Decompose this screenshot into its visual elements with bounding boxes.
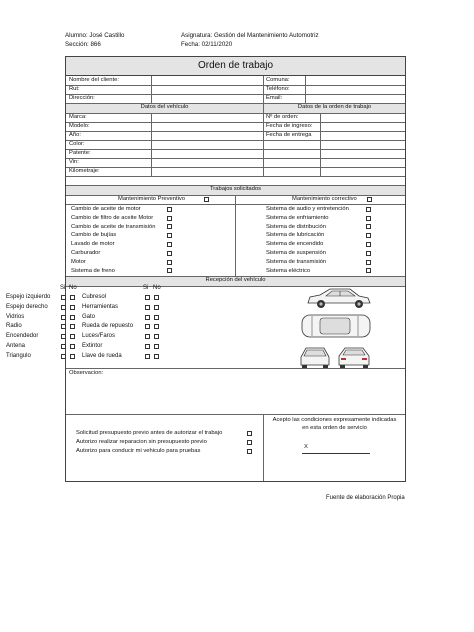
corrective-item-checkbox[interactable] xyxy=(366,242,371,247)
reception-si-checkbox[interactable] xyxy=(61,324,66,329)
reception-si-checkbox[interactable] xyxy=(145,344,150,349)
no-header-left: No xyxy=(69,285,77,291)
client-comuna-label: Comuna: xyxy=(266,77,290,83)
reception-item-mid: Llave de rueda xyxy=(82,352,122,359)
reception-item-left: Antena xyxy=(6,343,26,349)
preventive-item-checkbox[interactable] xyxy=(167,268,172,273)
authorization-3-checkbox[interactable] xyxy=(247,449,252,454)
reception-item-left: Vidrios xyxy=(6,313,25,320)
form-title: Orden de trabajo xyxy=(66,57,405,76)
vehicle-brand-label: Marca: xyxy=(69,114,87,120)
client-name-label: Nombre del cliente: xyxy=(69,77,119,83)
order-delivery-date-label: Fecha de entrega xyxy=(266,132,312,138)
reception-item-mid: Gato xyxy=(82,313,96,320)
car-front-view-icon xyxy=(298,345,332,369)
reception-item-mid: Herramientas xyxy=(82,303,119,310)
preventive-item: Motor xyxy=(71,258,86,265)
vehicle-section-title: Datos del vehículo xyxy=(140,104,189,110)
reception-item-left: Radio xyxy=(6,323,22,330)
vehicle-model-label: Modelo: xyxy=(69,123,90,129)
corrective-checkbox[interactable] xyxy=(367,197,372,202)
authorization-2-checkbox[interactable] xyxy=(247,440,252,445)
reception-si-checkbox[interactable] xyxy=(145,295,150,300)
reception-no-checkbox[interactable] xyxy=(70,354,75,359)
reception-section-title: Recepción del vehículo xyxy=(205,277,266,283)
preventive-item-checkbox[interactable] xyxy=(167,224,172,229)
client-rut-label: Rut: xyxy=(69,86,80,92)
preventive-item-checkbox[interactable] xyxy=(167,260,172,265)
corrective-item-checkbox[interactable] xyxy=(366,251,371,256)
preventive-item: Cambio de filtro de aceite Motor xyxy=(71,214,154,221)
reception-no-checkbox[interactable] xyxy=(154,324,159,329)
reception-no-checkbox[interactable] xyxy=(154,305,159,310)
preventive-item-checkbox[interactable] xyxy=(167,242,172,247)
preventive-item-checkbox[interactable] xyxy=(167,251,172,256)
jobs-section-title: Trabajos solicitados xyxy=(209,186,261,192)
date: Fecha: 02/11/2020 xyxy=(181,41,233,48)
preventive-item: Sistema de freno xyxy=(71,267,115,274)
reception-no-checkbox[interactable] xyxy=(70,305,75,310)
reception-si-checkbox[interactable] xyxy=(145,334,150,339)
vehicle-plate-label: Patente: xyxy=(69,150,91,156)
corrective-item: Sistema de enfriamiento xyxy=(266,214,329,221)
reception-no-checkbox[interactable] xyxy=(70,324,75,329)
corrective-item: Sistema de suspensión xyxy=(266,250,326,256)
client-address-label: Dirección: xyxy=(69,95,95,101)
si-header-left: Si xyxy=(60,285,66,291)
reception-si-checkbox[interactable] xyxy=(61,354,66,359)
reception-si-checkbox[interactable] xyxy=(61,344,66,349)
corrective-item-checkbox[interactable] xyxy=(366,207,371,212)
corrective-item: Sistema de encendido xyxy=(266,241,324,248)
authorization-2: Autorizo realizar reparacion sin presupuesto previo xyxy=(76,439,207,445)
reception-si-checkbox[interactable] xyxy=(145,324,150,329)
authorization-3: Autorizo para conducir mi vehiculo para pruebas xyxy=(76,448,201,454)
car-rear-view-icon xyxy=(336,345,372,369)
preventive-item: Cambio de aceite de transmisión xyxy=(71,223,156,230)
reception-item-left: Encendedor xyxy=(6,333,39,340)
corrective-item-checkbox[interactable] xyxy=(366,233,371,238)
accept-conditions-line1: Acepto las condiciones expresamente indicadas xyxy=(272,417,397,423)
no-header-mid: No xyxy=(153,285,161,291)
order-number-label: Nº de orden: xyxy=(266,114,299,120)
work-order-form xyxy=(65,56,406,482)
reception-si-checkbox[interactable] xyxy=(61,305,66,310)
client-email-label: Email: xyxy=(266,95,283,101)
car-top-view-icon xyxy=(298,311,374,341)
car-side-view-icon xyxy=(304,286,374,311)
reception-item-mid: Rueda de repuesto xyxy=(82,323,134,330)
reception-no-checkbox[interactable] xyxy=(154,295,159,300)
reception-no-checkbox[interactable] xyxy=(70,344,75,349)
corrective-title: Mantenimiento correctivo xyxy=(292,196,357,202)
reception-no-checkbox[interactable] xyxy=(70,315,75,320)
corrective-item: Sistema eléctrico xyxy=(266,267,311,274)
preventive-item-checkbox[interactable] xyxy=(167,207,172,212)
order-entry-date-label: Fecha de ingreso: xyxy=(266,123,313,129)
reception-item-mid: Luces/Faros xyxy=(82,333,116,340)
reception-si-checkbox[interactable] xyxy=(61,295,66,300)
vehicle-color-label: Color: xyxy=(69,141,85,147)
student-name: Alumno: José Castillo xyxy=(65,32,125,39)
footer-source: Fuente de elaboración Propia xyxy=(326,495,405,501)
corrective-item: Sistema de lubricación xyxy=(266,232,325,239)
reception-no-checkbox[interactable] xyxy=(154,334,159,339)
reception-si-checkbox[interactable] xyxy=(61,315,66,320)
corrective-item-checkbox[interactable] xyxy=(366,216,371,221)
vehicle-vin-label: Vin: xyxy=(69,159,79,165)
preventive-title: Mantenimiento Preventivo xyxy=(118,196,186,202)
client-phone-label: Teléfono: xyxy=(266,86,290,92)
reception-si-checkbox[interactable] xyxy=(61,334,66,339)
preventive-item: Lavado de motor xyxy=(71,241,115,248)
preventive-checkbox[interactable] xyxy=(204,197,209,202)
preventive-item: Cambio de aceite de motor xyxy=(71,206,141,212)
order-section-title: Datos de la orden de trabajo xyxy=(297,104,372,110)
reception-no-checkbox[interactable] xyxy=(70,295,75,300)
preventive-item-checkbox[interactable] xyxy=(167,233,172,238)
accept-conditions-line2: en esta orden de servicio xyxy=(302,425,367,431)
client-row xyxy=(66,94,405,103)
reception-item-left: Triangulo xyxy=(6,352,31,359)
reception-item-left: Espejo derecho xyxy=(6,303,48,310)
corrective-item-checkbox[interactable] xyxy=(366,268,371,273)
signature-line xyxy=(302,453,370,454)
si-header-mid: Si xyxy=(143,285,149,291)
reception-no-checkbox[interactable] xyxy=(154,354,159,359)
reception-no-checkbox[interactable] xyxy=(154,344,159,349)
observation-label: Observacion: xyxy=(69,370,104,376)
reception-si-checkbox[interactable] xyxy=(145,354,150,359)
section-number: Sección: 866 xyxy=(65,41,101,48)
preventive-item-checkbox[interactable] xyxy=(167,216,172,221)
authorization-1: Solicitud presupuesto previo antes de autorizar el trabajo xyxy=(76,430,223,436)
vehicle-mileage-label: Kilometraje: xyxy=(69,168,100,174)
corrective-item: Sistema de audio y entretención xyxy=(266,206,349,212)
reception-si-checkbox[interactable] xyxy=(145,315,150,320)
corrective-item: Sistema de transmisión xyxy=(266,258,327,265)
preventive-item: Cambio de bujías xyxy=(71,232,117,239)
reception-no-checkbox[interactable] xyxy=(154,315,159,320)
subject: Asignatura: Gestión del Mantenimiento Automotriz xyxy=(181,32,319,39)
reception-item-left: Espejo izquierdo xyxy=(6,294,51,300)
reception-si-checkbox[interactable] xyxy=(145,305,150,310)
corrective-item-checkbox[interactable] xyxy=(366,224,371,229)
corrective-item-checkbox[interactable] xyxy=(366,260,371,265)
signature-mark: X xyxy=(304,444,308,450)
reception-no-checkbox[interactable] xyxy=(70,334,75,339)
vehicle-year-label: Año: xyxy=(69,132,81,138)
corrective-item: Sistema de distribución xyxy=(266,223,326,230)
preventive-item: Carburador xyxy=(71,250,101,256)
reception-item-mid: Extintor xyxy=(82,343,103,349)
reception-item-mid: Cubresol xyxy=(82,294,107,300)
authorization-1-checkbox[interactable] xyxy=(247,431,252,436)
